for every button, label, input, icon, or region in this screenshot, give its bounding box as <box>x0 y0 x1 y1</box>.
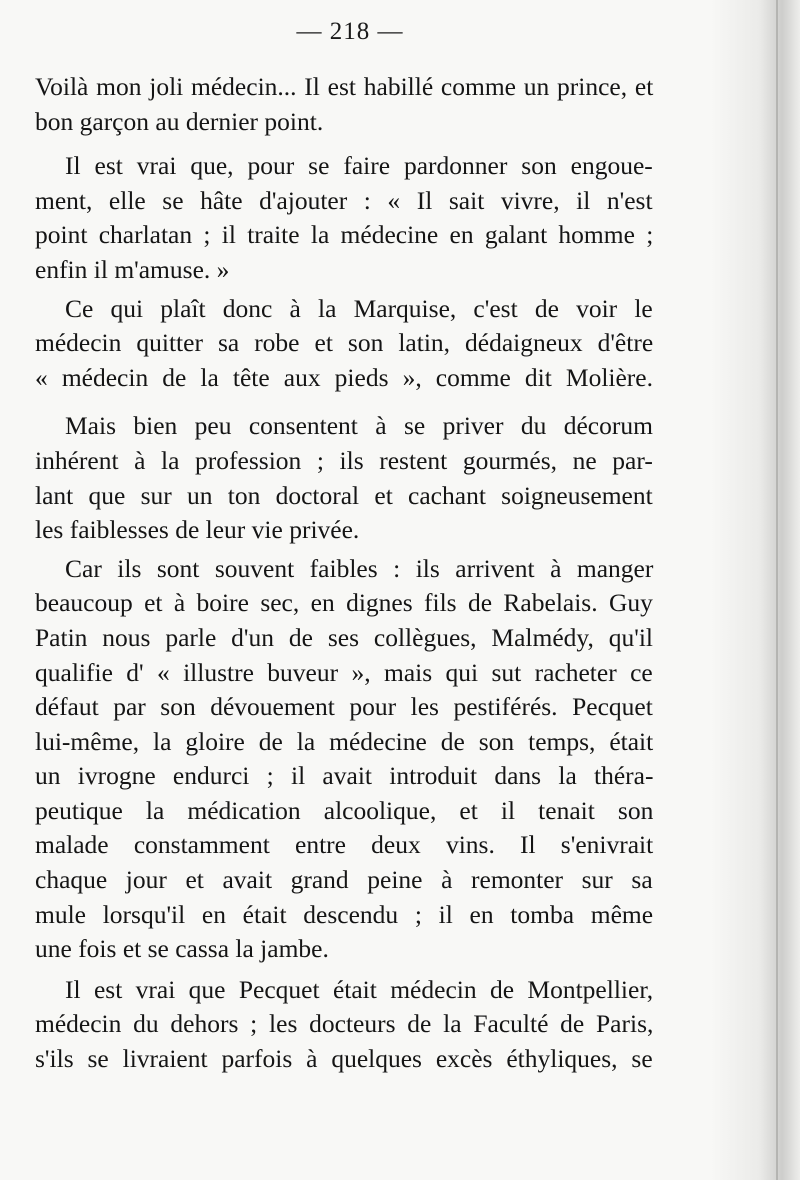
text-line: ment, elle se hâte d'ajouter : « Il sait vivre, il n'est <box>35 185 653 215</box>
text-line: Ce qui plaît donc à la Marquise, c'est de voir le <box>65 293 653 323</box>
paragraph-4 <box>35 409 653 547</box>
text-line: enfin il m'amuse. » <box>35 254 230 284</box>
text-line: beaucoup et à boire sec, en dignes fils de Rabelais. Guy <box>35 588 653 618</box>
text-line: les faiblesses de leur vie privée. <box>35 515 360 545</box>
text-line: qualifie d' « illustre buveur », mais qui sut racheter ce <box>35 657 653 687</box>
paragraph-2 <box>35 149 653 287</box>
text-line: Car ils sont souvent faibles : ils arrivent à manger <box>65 553 654 583</box>
paragraph-3 <box>35 292 653 396</box>
page-edge-line <box>776 0 778 1180</box>
text-line: Il est vrai que Pecquet était médecin de Montpellier, <box>65 974 654 1004</box>
text-line: une fois et se cassa la jambe. <box>35 934 329 964</box>
text-line: peutique la médication alcoolique, et il tenait son <box>35 795 654 825</box>
text-line: s'ils se livraient parfois à quelques excès éthyliques, se <box>35 1044 653 1074</box>
text-line: inhérent à la profession ; ils restent gourmés, ne par- <box>35 445 653 475</box>
text-line: Patin nous parle d'un de ses collègues, Malmédy, qu'il <box>35 622 654 652</box>
text-line: médecin quitter sa robe et son latin, dédaigneux d'être <box>35 328 654 358</box>
paragraph-6 <box>35 973 653 1077</box>
text-line: bon garçon au dernier point. <box>35 106 324 136</box>
paragraph-5 <box>35 552 653 967</box>
text-line: lant que sur un ton doctoral et cachant soigneusement <box>35 480 653 510</box>
text-line: Mais bien peu consentent à se priver du décorum <box>65 411 653 441</box>
text-line: « médecin de la tête aux pieds », comme dit Molière. <box>35 362 653 392</box>
text-line: défaut par son dévouement pour les pestiférés. Pecquet <box>35 692 653 722</box>
body-text <box>35 70 653 1077</box>
page-gutter-shadow <box>710 0 800 1180</box>
text-line: malade constamment entre deux vins. Il s'enivrait <box>35 830 654 860</box>
text-line: Il est vrai que, pour se faire pardonner son engoue- <box>65 151 653 181</box>
text-line: un ivrogne endurci ; il avait introduit dans la théra- <box>35 761 654 791</box>
text-line: chaque jour et avait grand peine à remonter sur sa <box>35 865 653 895</box>
text-line: mule lorsqu'il en était descendu ; il en tomba même <box>35 899 654 929</box>
text-line: Voilà mon joli médecin... Il est habillé comme un prince, et <box>35 72 654 101</box>
text-line: médecin du dehors ; les docteurs de la Faculté de Paris, <box>35 1009 654 1039</box>
text-line: point charlatan ; il traite la médecine en galant homme ; <box>35 220 654 250</box>
paragraph-1 <box>35 70 653 139</box>
text-line: lui-même, la gloire de la médecine de son temps, était <box>35 726 654 756</box>
page-number: — 218 — <box>296 18 404 45</box>
